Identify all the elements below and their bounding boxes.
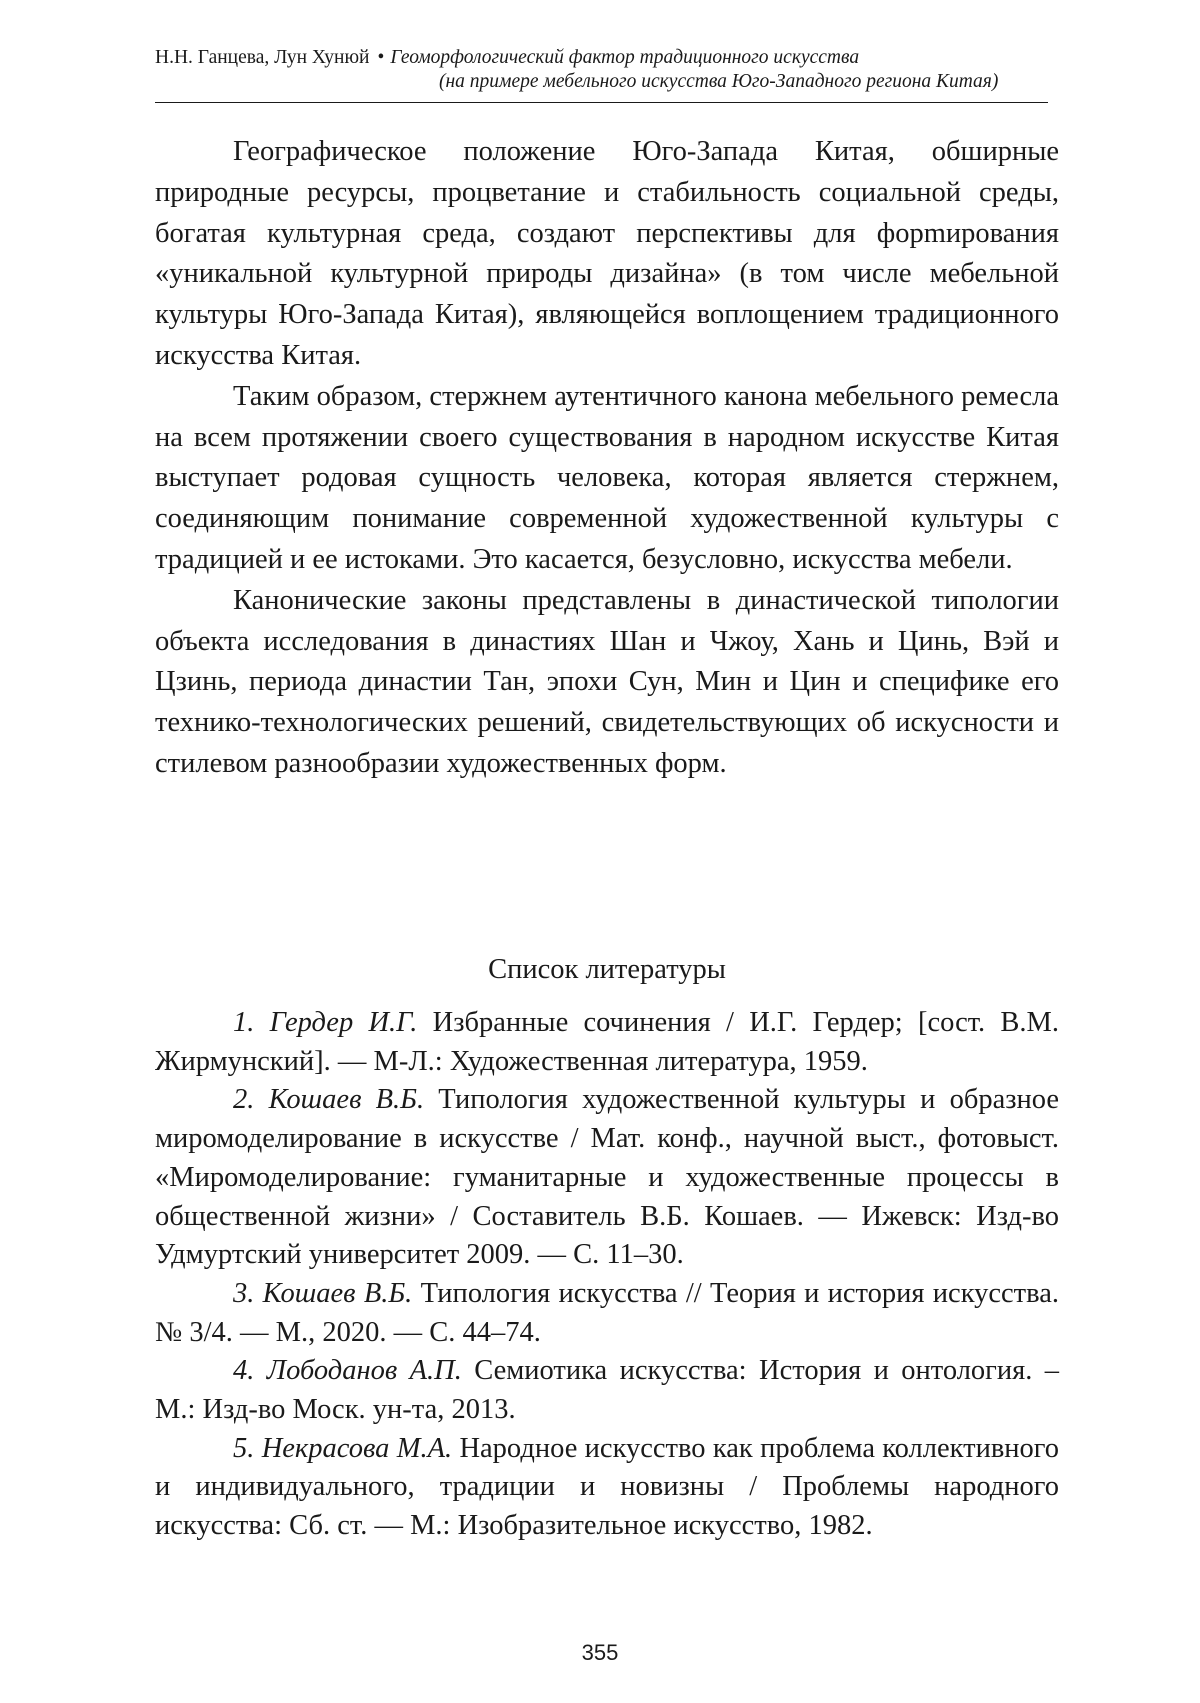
running-head-separator: • [377,47,385,68]
entry-author: Лободанов А.П. [266,1355,462,1387]
entry-author: Кошаев В.Б. [268,1084,425,1116]
bibliography-heading: Список литературы [488,954,726,985]
running-head [155,46,1065,94]
entry-text: Типология художественной культуры и образное миромоделирование в искусстве / Мат. конф., научной выст., фотовыст. «Миромоделирование: гуманитарные и художественные процессы в общественной жизни» / Составитель В.Б. Кошаев. — Ижевск: Изд-во Удмуртский университет 2009. — С. 11–30. [155,1084,1059,1271]
article-body [155,132,1059,785]
entry-text: Семиотика искусства: История и онтология. – М.: Изд-во Моск. ун-та, 2013. [155,1355,1059,1426]
entry-number: 1. [233,1007,255,1038]
running-head-title-line-2: (на примере мебельного искусства Юго-Западного региона Китая) [439,71,999,92]
entry-author: Кошаев В.Б. [262,1277,413,1309]
body-paragraph-2: Таким образом, стержнем аутентичного канона мебельного ремесла на всем протяжении своего существования в народном искусстве Китая выступает родовая сущность человека, которая является стержнем, соединяющим понимание современной художественной культуры с традицией и ее истоками. Это касается, безусловно, искусства мебели. [155,380,1059,575]
page-number: 355 [581,1640,619,1665]
running-head-title-line-1: Геоморфологический фактор традиционного искусства [390,47,860,68]
entry-number: 4. [233,1355,255,1387]
entry-text: Народное искусство как проблема коллективного и индивидуального, традиции и новизны / Проблемы народного искусства: Сб. ст. — М.: Изобразительное искусство, 1982. [155,1432,1060,1542]
header-rule [155,102,1048,103]
bibliography-entry-1 [155,1004,1059,1081]
entry-text: Избранные сочинения / И.Г. Гердер; [сост. В.М. Жирмунский]. — М-Л.: Художественная литература, 1959. [155,1007,1060,1077]
entry-number: 3. [233,1277,255,1309]
running-head-line-1 [155,46,1065,70]
entry-number: 2. [233,1084,255,1116]
entry-number: 5. [233,1432,255,1464]
bibliography-list [155,1004,1059,1546]
bibliography-entry-5 [155,1430,1059,1546]
bibliography-entry-2 [155,1081,1059,1275]
entry-text: Типология искусства // Теория и история искусства. № 3/4. — М., 2020. — С. 44–74. [155,1277,1059,1348]
entry-author: Гердер И.Г. [269,1007,418,1038]
bibliography-entry-3 [155,1275,1059,1352]
bibliography-entry-4 [155,1352,1059,1429]
body-paragraph-3: Канонические законы представлены в династической типологии объекта исследования в династиях Шан и Чжоу, Хань и Цинь, Вэй и Цзинь, периода династии Тан, эпохи Сун, Мин и Цин и специфике его технико-технологических решений, свидетельствующих об искусности и стилевом разнообразии художественных форм. [155,584,1059,779]
running-head-authors: Н.Н. Ганцева, Лун Хунюй [155,47,370,68]
body-paragraph-1: Географическое положение Юго-Запада Китая, обширные природные ресурсы, процветание и стабильность социальной среды, богатая культурная среда, создают перспективы для форmирования «уникальной культурной природы дизайна» (в том числе мебельной культуры Юго-Запада Китая), являющейся воплощением традиционного искусства Китая. [155,136,1059,371]
entry-author: Некрасова М.А. [261,1432,453,1464]
